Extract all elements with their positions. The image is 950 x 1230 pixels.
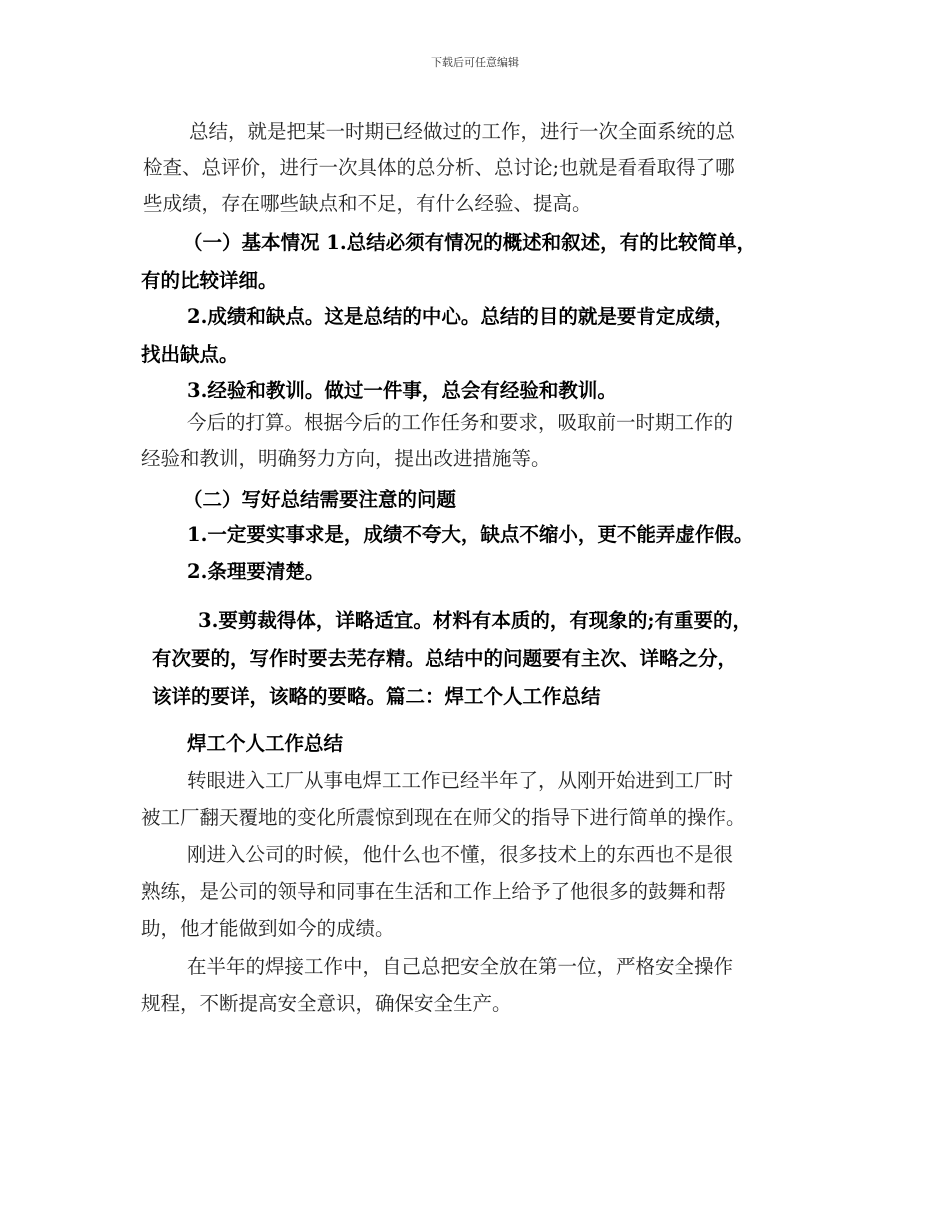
text-line: 该详的要详，该略的要略。篇二：焊工个人工作总结 [152, 685, 601, 708]
text-line: 2.条理要清楚。 [187, 560, 325, 583]
paragraph-plans [141, 405, 733, 477]
text-line: 3.经验和教训。做过一件事，总会有经验和教训。 [187, 379, 617, 402]
text-line: 些成绩，存在哪些缺点和不足，有什么经验、提高。 [143, 192, 592, 215]
paragraph-basic-situation [141, 224, 756, 300]
section-title-welder-summary [187, 726, 343, 762]
text-line: （一）基本情况 1.总结必须有情况的概述和叙述，有的比较简单， [183, 231, 757, 254]
paragraph-note-1 [187, 517, 753, 553]
paragraph-welder-1 [141, 762, 746, 836]
text-line: 经验和教训，明确努力方向，提出改进措施等。 [141, 447, 551, 470]
text-line: 3.要剪裁得体，详略适宜。材料有本质的，有现象的;有重要的， [198, 609, 753, 632]
text-line: 在半年的焊接工作中，自己总把安全放在第一位，严格安全操作 [187, 955, 734, 978]
paragraph-welder-3 [141, 948, 733, 1022]
text-line: 规程，不断提高安全意识，确保安全生产。 [141, 992, 512, 1015]
paragraph-note-3 [152, 602, 752, 716]
text-line: 检查、总评价，进行一次具体的总分析、总讨论;也就是看看取得了哪 [143, 156, 735, 179]
text-line: 刚进入公司的时候，他什么也不懂，很多技术上的东西也不是很 [187, 843, 734, 866]
text-line: 熟练，是公司的领导和同事在生活和工作上给予了他很多的鼓舞和帮 [141, 880, 727, 903]
text-line: 助，他才能做到如今的成绩。 [141, 917, 395, 940]
text-line: 1.一定要实事求是，成绩不夸大，缺点不缩小，更不能弄虚作假。 [187, 523, 754, 546]
paragraph-intro [143, 114, 735, 222]
text-line: 今后的打算。根据今后的工作任务和要求，吸取前一时期工作的 [187, 411, 734, 434]
text-line: 转眼进入工厂从事电焊工工作已经半年了，从刚开始进到工厂时 [187, 769, 734, 792]
paragraph-achievements [141, 298, 734, 374]
text-line: 焊工个人工作总结 [187, 732, 344, 755]
text-line: 有的比较详细。 [141, 269, 278, 292]
text-line: 被工厂翻天覆地的变化所震惊到现在在师父的指导下进行简单的操作。 [141, 806, 746, 829]
paragraph-welder-2 [141, 836, 733, 947]
text-line: 2.成绩和缺点。这是总结的中心。总结的目的就是要肯定成绩， [187, 305, 734, 328]
section-heading-notes [183, 482, 456, 518]
text-line: （二）写好总结需要注意的问题 [183, 488, 457, 511]
page-header: 下载后可任意编辑 [431, 56, 519, 69]
text-line: 总结，就是把某一时期已经做过的工作，进行一次全面系统的总 [189, 120, 736, 143]
text-line: 找出缺点。 [141, 343, 239, 366]
paragraph-note-2 [187, 554, 324, 590]
text-line: 有次要的，写作时要去芜存精。总结中的问题要有主次、详略之分， [152, 647, 738, 670]
